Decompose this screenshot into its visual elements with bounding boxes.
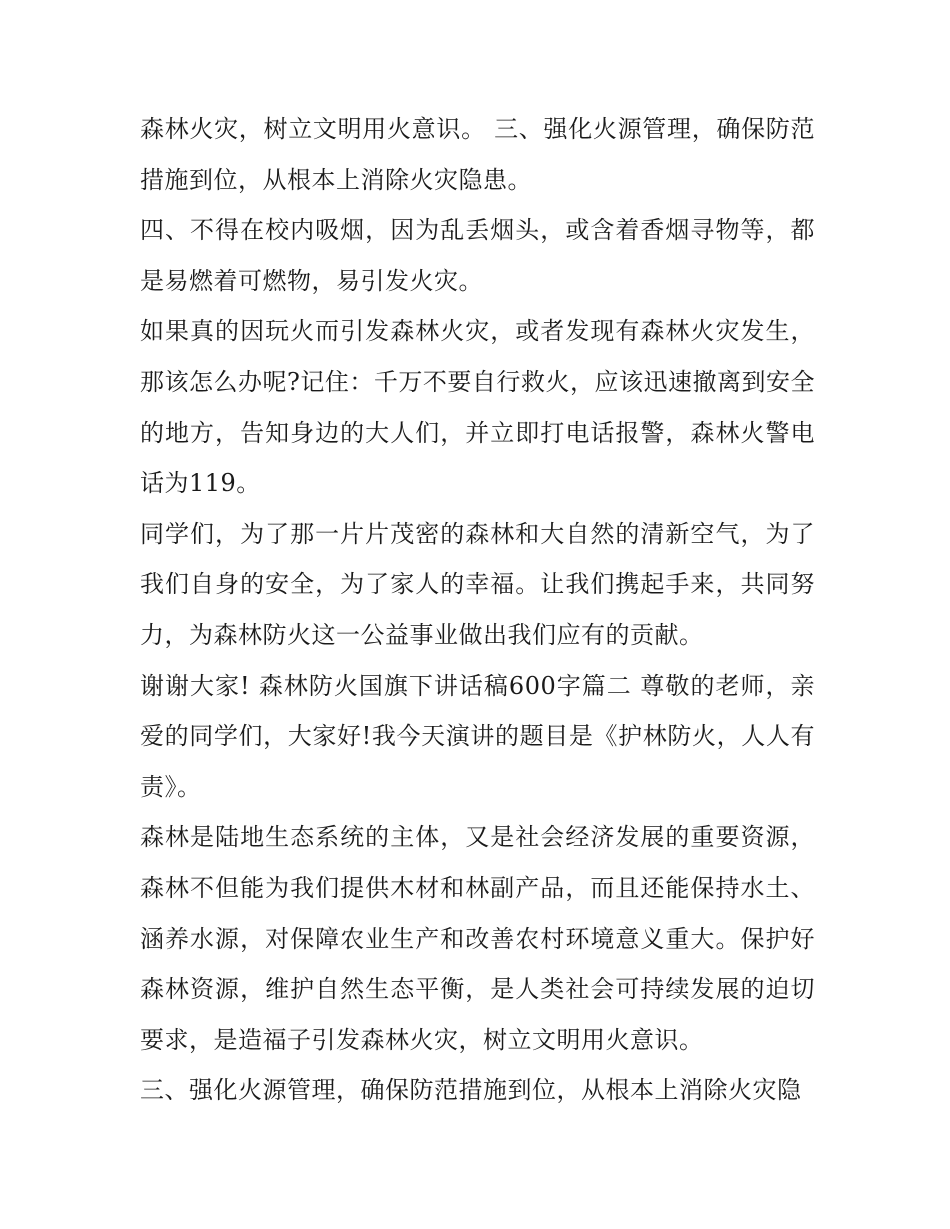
paragraph-5: 谢谢大家! 森林防火国旗下讲话稿600字篇二 尊敬的老师，亲爱的同学们，大家好!我今天演讲的题目是《护林防火，人人有责》。 [140,671,815,801]
document-body [140,104,815,1116]
paragraph-2: 四、不得在校内吸烟，因为乱丢烟头，或含着香烟寻物等，都是易燃着可燃物，易引发火灾。 [140,216,815,295]
paragraph-3: 如果真的因玩火而引发森林火灾，或者发现有森林火灾发生，那该怎么办呢?记住：千万不要自行救火，应该迅速撤离到安全的地方，告知身边的大人们，并立即打电话报警，森林火警电话为119。 [140,317,815,498]
paragraph-7: 三、强化火源管理，确保防范措施到位，从根本上消除火灾隐 [140,1076,802,1105]
paragraph-1: 森林火灾，树立文明用火意识。 三、强化火源管理，确保防范措施到位，从根本上消除火灾隐患。 [140,115,815,194]
paragraph-4: 同学们，为了那一片片茂密的森林和大自然的清新空气，为了我们自身的安全，为了家人的幸福。让我们携起手来，共同努力，为森林防火这一公益事业做出我们应有的贡献。 [140,519,815,649]
paragraph-6: 森林是陆地生态系统的主体，又是社会经济发展的重要资源，森林不但能为我们提供木材和林副产品，而且还能保持水土、涵养水源，对保障农业生产和改善农村环境意义重大。保护好森林资源，维护自然生态平衡，是人类社会可持续发展的迫切要求，是造福子引发森林火灾，树立文明用火意识。 [140,823,815,1054]
